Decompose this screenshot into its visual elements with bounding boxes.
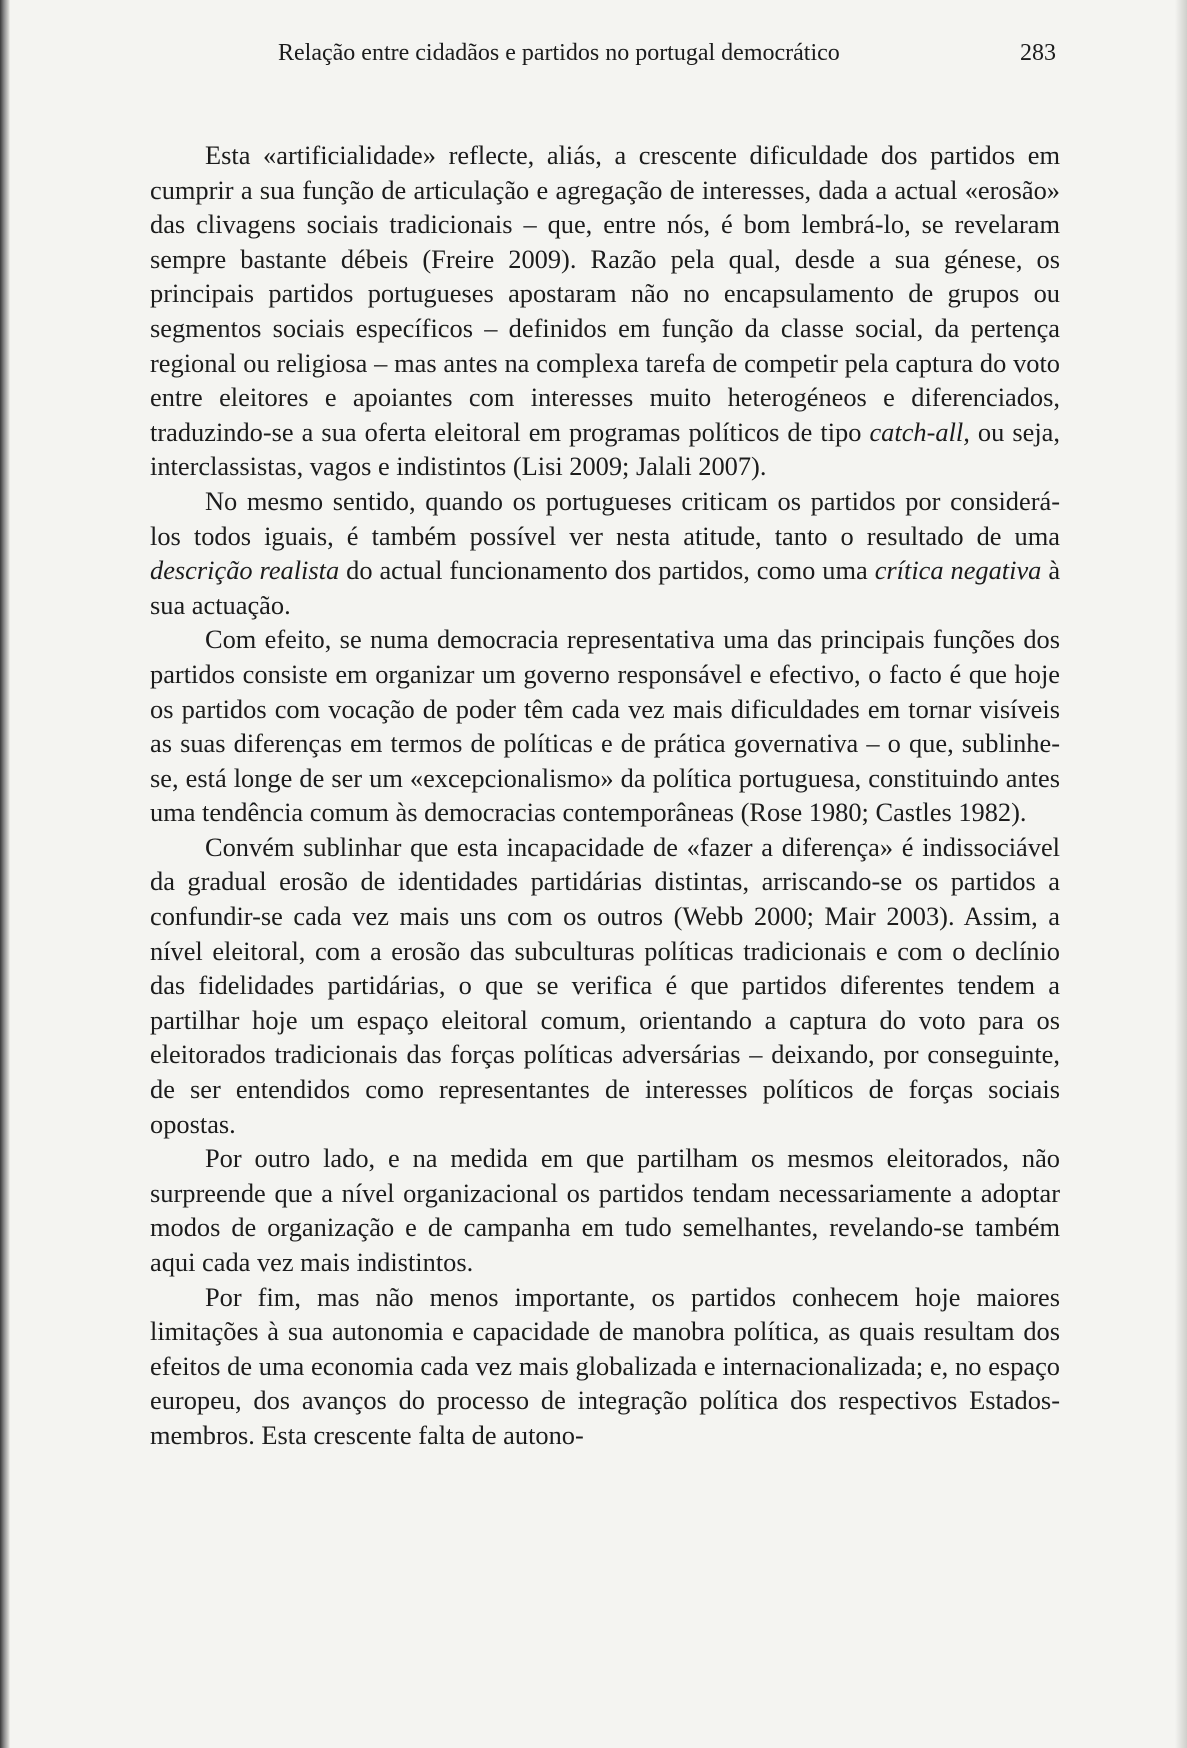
paragraph-1-text-b: ou seja, interclassistas, vagos e indistintos (Lisi 2009; Jalali 2007). — [150, 416, 1060, 482]
paragraph-3 — [150, 622, 1060, 830]
body-text — [150, 138, 1060, 1453]
paragraph-2-text-c: à sua actuação. — [150, 555, 1061, 620]
running-head — [150, 36, 1060, 78]
paragraph-2-italic-critica-negativa: crítica negativa — [874, 555, 1042, 586]
paragraph-6-text: Por fim, mas não menos importante, os partidos conhecem hoje maiores limitações à sua autonomia e capacidade de manobra política, as quais resultam dos efeitos de uma economia cada vez mais globalizada e internacionalizada; e, no espaço europeu, dos avanços do processo de integração política dos respectivos Estados-membros. Esta crescente falta de autono- — [150, 1281, 1060, 1450]
running-title: Relação entre cidadãos e partidos no portugal democrático — [278, 40, 840, 66]
paragraph-5 — [150, 1141, 1060, 1279]
book-page — [150, 36, 1060, 1453]
paragraph-2 — [150, 484, 1060, 622]
paragraph-2-italic-descricao-realista: descrição realista — [150, 555, 340, 586]
paragraph-1-italic-catch-all: catch-all, — [869, 416, 970, 447]
page-number: 283 — [1020, 40, 1056, 66]
paragraph-5-text: Por outro lado, e na medida em que partilham os mesmos eleitorados, não surpreende que a nível organizacional os partidos tendam necessariamente a adoptar modos de organização e de campanha em tudo semelhantes, revelando-se também aqui cada vez mais indistintos. — [150, 1143, 1060, 1277]
paragraph-4-text: Convém sublinhar que esta incapacidade de «fazer a diferença» é indissociável da gradual erosão de identidades partidárias distintas, arriscando-se os partidos a confundir-se cada vez mais uns com os outros (Webb 2000; Mair 2003). Assim, a nível eleitoral, com a erosão das subculturas políticas tradicionais e com o declínio das fidelidades partidárias, o que se verifica é que partidos diferentes tendem a partilhar hoje um espaço eleitoral comum, orientando a captura do voto para os eleitorados tradicionais das forças políticas adversárias – deixando, por conseguinte, de ser entendidos como representantes de interesses políticos de forças sociais opostas. — [150, 831, 1060, 1139]
paragraph-2-text-b: do actual funcionamento dos partidos, como uma — [339, 555, 875, 586]
paragraph-4 — [150, 830, 1060, 1141]
paragraph-6 — [150, 1280, 1060, 1453]
paragraph-1 — [150, 138, 1060, 484]
paragraph-1-text-a: Esta «artificialidade» reflecte, aliás, a crescente dificuldade dos partidos em cumprir a sua função de articulação e agregação de interesses, dada a actual «erosão» das clivagens sociais tradicionais – que, entre nós, é bom lembrá-lo, se revelaram sempre bastante débeis (Freire 2009). Razão pela qual, desde a sua génese, os principais partidos portugueses apostaram não no encapsulamento de grupos ou segmentos sociais específicos – definidos em função da classe social, da pertença regional ou religiosa – mas antes na complexa tarefa de competir pela captura do voto entre eleitores e apoiantes com interesses muito heterogéneos e diferenciados, traduzindo-se a sua oferta eleitoral em programas políticos de tipo — [150, 140, 1060, 447]
page-binding-shadow — [0, 0, 10, 1748]
page-edge-shadow — [1175, 0, 1187, 1748]
paragraph-2-text-a: No mesmo sentido, quando os portugueses criticam os partidos por considerá-los todos iguais, é também possível ver nesta atitude, tanto o resultado de uma — [150, 485, 1060, 551]
paragraph-3-text: Com efeito, se numa democracia representativa uma das principais funções dos partidos consiste em organizar um governo responsável e efectivo, o facto é que hoje os partidos com vocação de poder têm cada vez mais dificuldades em tornar visíveis as suas diferenças em termos de políticas e de prática governativa – o que, sublinhe-se, está longe de ser um «excepcionalismo» da política portuguesa, constituindo antes uma tendência comum às democracias contemporâneas (Rose 1980; Castles 1982). — [150, 624, 1060, 828]
